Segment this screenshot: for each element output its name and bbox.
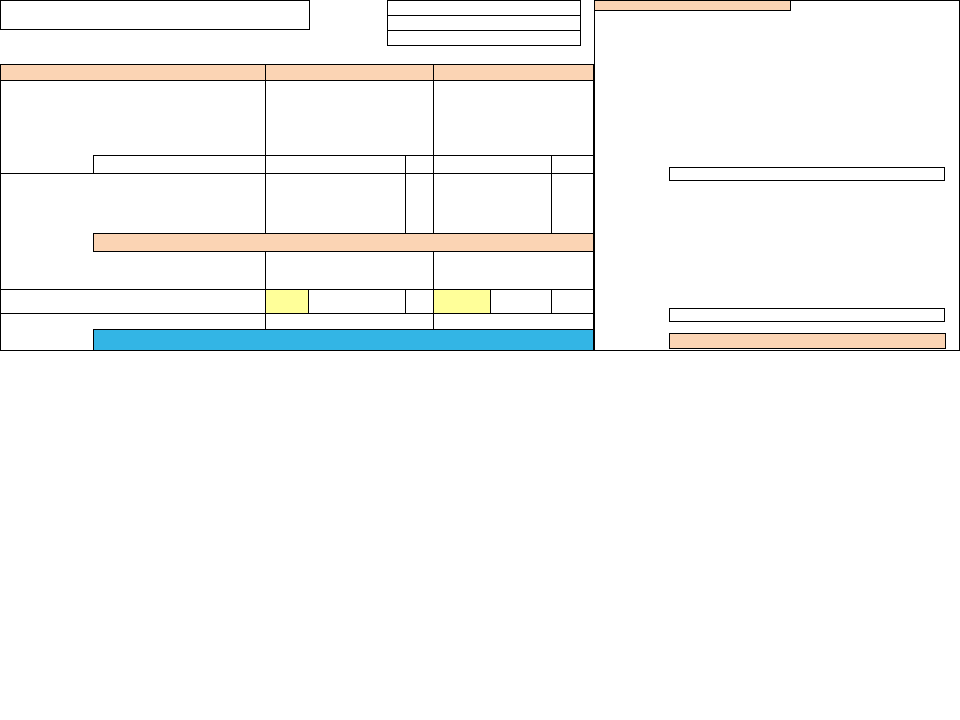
desglose-header-row: [1, 65, 593, 80]
tecnico-total-box: [669, 167, 945, 181]
total-presupuesto-row: [94, 330, 593, 350]
resultado-rate-cell[interactable]: [266, 290, 308, 313]
gastos-header-row: [595, 1, 790, 10]
obra-total-box: [669, 308, 945, 322]
total-obra-row: [94, 234, 593, 251]
resultado-rate2-cell[interactable]: [434, 290, 490, 313]
plazos-box: [387, 0, 581, 46]
gantt-chart: [22, 370, 938, 700]
title-box: [0, 0, 310, 30]
